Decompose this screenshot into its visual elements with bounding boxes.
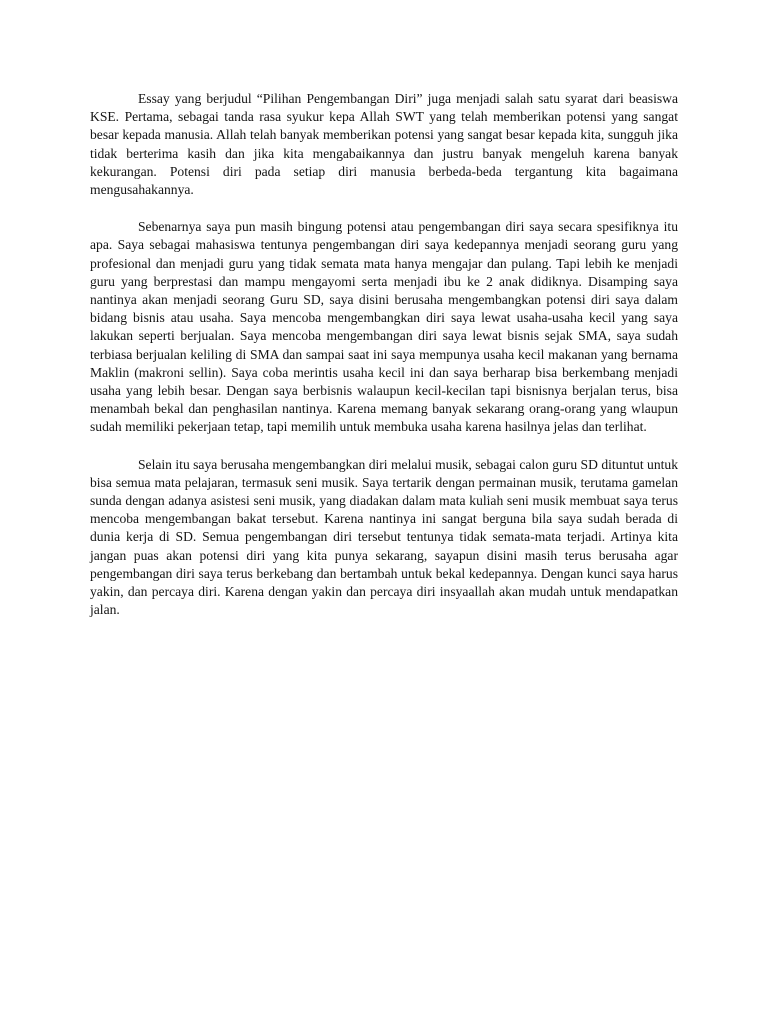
paragraph-2: Sebenarnya saya pun masih bingung potensi atau pengembangan diri saya secara spesifiknya itu apa. Saya sebagai mahasiswa tentunya pengembangan diri saya kedepannya menjadi seorang guru yang profesional dan menjadi guru yang tidak semata mata hanya mengajar dan pulang. Tapi lebih ke menjadi guru yang berprestasi dan mampu mengayomi serta menjadi ibu ke 2 anak didiknya. Disamping saya nantinya akan menjadi seorang Guru SD, saya disini berusaha mengembangkan potensi diri saya dalam bidang bisnis atau usaha. Saya mencoba mengembangkan diri saya lewat usaha-usaha kecil yang saya lakukan seperti berjualan. Saya mencoba mengembangan diri saya lewat bisnis sejak SMA, saya sudah terbiasa berjualan keliling di SMA dan sampai saat ini saya mempunya usaha kecil makanan yang bernama Maklin (makroni sellin). Saya coba merintis usaha kecil ini dan saya berharap bisa berkembang menjadi usaha yang lebih besar. Dengan saya berbisnis walaupun kecil-kecilan tapi bisnisnya berjalan terus, bisa menambah bekal dan penghasilan nantinya. Karena memang banyak sekarang orang-orang yang wlaupun sudah memiliki pekerjaan tetap, tapi memilih untuk membuka usaha karena hasilnya jelas dan terlihat. (90, 219, 678, 435)
essay-body (90, 90, 678, 638)
paragraph-3: Selain itu saya berusaha mengembangkan diri melalui musik, sebagai calon guru SD dituntut untuk bisa semua mata pelajaran, termasuk seni musik. Saya tertarik dengan permainan musik, terutama gamelan sunda dengan adanya asistesi seni musik, yang diadakan dalam mata kuliah seni musik membuat saya terus mencoba mengembangan bakat tersebut. Karena nantinya ini sangat berguna bila saya sudah berada di dunia kerja di SD. Semua pengembangan diri tersebut tentunya tidak semata-mata terjadi. Artinya kita jangan puas akan potensi diri yang kita punya sekarang, sayapun disini masih terus berusaha agar pengembangan diri saya terus berkebang dan bertambah untuk bekal kedepannya. Dengan kunci saya harus yakin, dan percaya diri. Karena dengan yakin dan percaya diri insyaallah akan mudah untuk mendapatkan jalan. (90, 456, 678, 618)
paragraph-1: Essay yang berjudul “Pilihan Pengembangan Diri” juga menjadi salah satu syarat dari beasiswa KSE. Pertama, sebagai tanda rasa syukur kepa Allah SWT yang telah memberikan potensi yang sangat besar kepada manusia. Allah telah banyak memberikan potensi yang sangat besar kepada kita, sungguh jika tidak berterima kasih dan jika kita mengabaikannya dan justru banyak mengeluh karena banyak kekurangan. Potensi diri pada setiap diri manusia berbeda-beda tergantung kita bagaimana mengusahakannya. (90, 91, 678, 198)
